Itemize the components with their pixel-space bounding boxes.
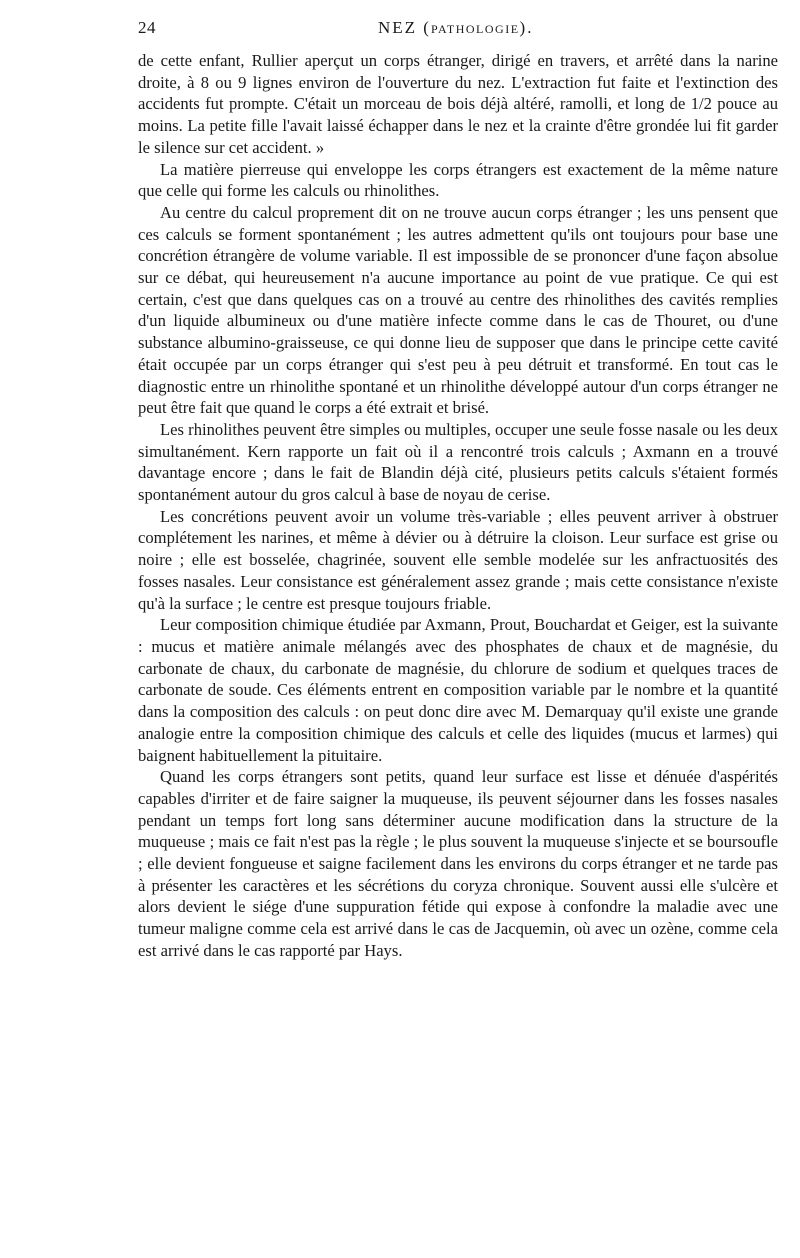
paragraph-concretion-volume: Les concrétions peuvent avoir un volume très-variable ; elles peuvent arriver à obstruer complétement les narines, et même à dévier ou à détruire la cloison. Leur surface est grise ou noire ; elle est bosselée, chagrinée, souvent elle semble modelée sur les anfractuosités des fosses nasales. Leur consistance est généralement assez grande ; mais cette consistance n'existe qu'à la surface ; le centre est presque toujours friable. bbox=[138, 506, 778, 613]
paragraph-continued: de cette enfant, Rullier aperçut un corps étranger, dirigé en travers, et arrêté dans la narine droite, à 8 ou 9 lignes environ de l'ouverture du nez. L'extraction fut faite et l'extinction des accidents fut prompte. C'était un morceau de bois déjà altéré, ramolli, et long de 1/2 pouce au moins. La petite fille l'avait laissé échapper dans le nez et la crainte d'être grondée lui fit garder le silence sur cet accident. » bbox=[138, 51, 778, 157]
running-title bbox=[378, 18, 533, 38]
running-title-main: NEZ ( bbox=[378, 18, 431, 37]
running-head bbox=[138, 18, 778, 44]
page-number: 24 bbox=[138, 18, 156, 37]
running-title-end: ). bbox=[519, 18, 534, 37]
running-title-subject: PATHOLOGIE bbox=[430, 22, 520, 36]
paragraph-stony-matter: La matière pierreuse qui enveloppe les corps étrangers est exactement de la même nature que celle qui forme les calculs ou rhinolithes. bbox=[138, 159, 778, 201]
paragraph-mucosa-effects: Quand les corps étrangers sont petits, quand leur surface est lisse et dénuée d'aspérités capables d'irriter et de faire saigner la muqueuse, ils peuvent séjourner dans les fosses nasales pendant un temps fort long sans déterminer aucune modification dans la structure de la muqueuse ; mais ce fait n'est pas la règle ; le plus souvent la muqueuse s'injecte et se boursoufle ; elle devient fongueuse et saigne facilement dans les environs du corps étranger et ne tarde pas à présenter les caractères et les sécrétions du coryza chronique. Souvent aussi elle s'ulcère et alors devient le siége d'une suppuration fétide qui expose à confondre la maladie avec une tumeur maligne comme cela est arrivé dans le cas de Jacquemin, où avec un ozène, comme cela est arrivé dans le cas rapporté par Hays. bbox=[138, 767, 778, 960]
body-text bbox=[138, 50, 778, 962]
book-page bbox=[138, 18, 778, 962]
paragraph-chemical-composition: Leur composition chimique étudiée par Axmann, Prout, Bouchardat et Geiger, est la suivante : mucus et matière animale mélangés avec des phosphates de chaux et de magnésie, du carbonate de chaux, du carbonate de magnésie, du chlorure de sodium et quelques traces de carbonate de soude. Ces éléments entrent en composition variable par le nombre et la quantité dans la composition des calculs : on peut donc dire avec M. Demarquay qu'il existe une grande analogie entre la composition chimique des calculs et celle des liquides (mucus et larmes) qui baignent habituellement la pituitaire. bbox=[138, 615, 778, 765]
paragraph-calculus-center: Au centre du calcul proprement dit on ne trouve aucun corps étranger ; les uns pensent que ces calculs se forment spontanément ; les autres admettent qu'ils ont toujours pour base une concrétion étrangère de volume variable. Il est impossible de se prononcer d'une façon absolue sur ce débat, qui heureusement n'a aucune importance au point de vue pratique. Ce qui est certain, c'est que dans quelques cas on a trouvé au centre des rhinolithes des cavités remplies d'un liquide albumineux ou d'une matière infecte comme dans le cas de Thouret, ou d'une substance albumino-graisseuse, ce qui donne lieu de supposer que dans le principe cette cavité était occupée par un corps étranger qui s'est peu à peu détruit et transformé. En tout cas le diagnostic entre un rhinolithe spontané et un rhinolithe développé autour d'un corps étranger ne peut être fait que quand le corps a été extrait et brisé. bbox=[138, 202, 778, 418]
paragraph-rhinolith-number: Les rhinolithes peuvent être simples ou multiples, occuper une seule fosse nasale ou les deux simultanément. Kern rapporte un fait où il a rencontré trois calculs ; Axmann en a trouvé davantage encore ; dans le fait de Blandin déjà cité, plusieurs petits calculs s'étaient formés spontanément autour du gros calcul à base de noyau de cerise. bbox=[138, 419, 778, 505]
